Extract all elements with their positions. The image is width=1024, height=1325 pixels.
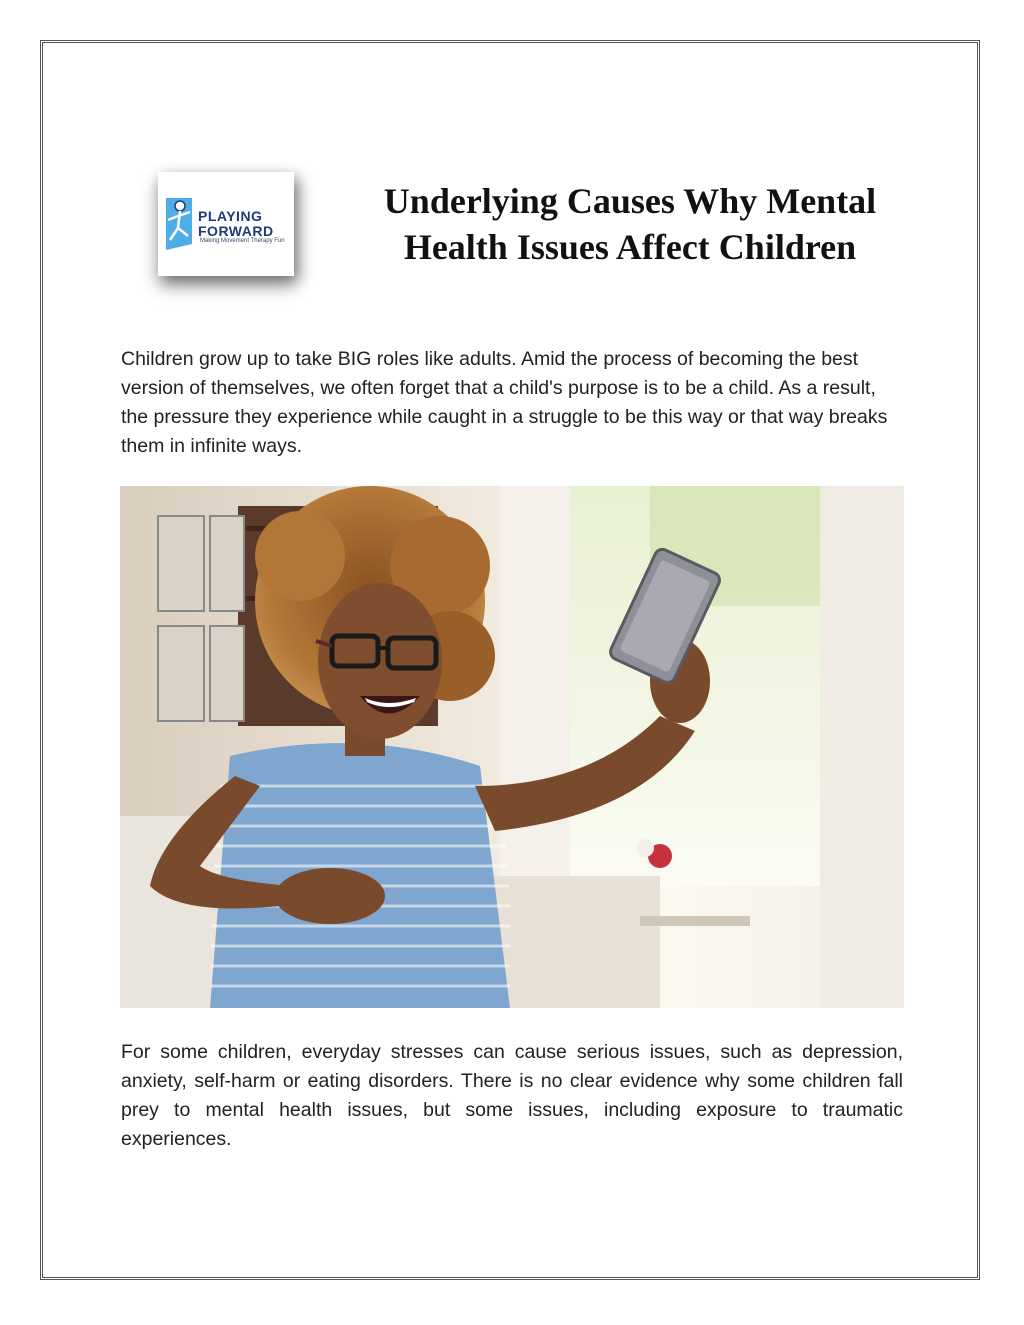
logo-tagline: Making Movement Therapy Fun xyxy=(200,238,285,244)
page-title xyxy=(345,178,915,270)
title-line-2: Health Issues Affect Children xyxy=(403,227,857,267)
intro-paragraph: Children grow up to take BIG roles like adults. Amid the process of becoming the best version of themselves, we often forget that a child's purpose is to be a child. As a result, the pressure they experience while caught in a struggle to be this way or that way breaks them in infinite ways. xyxy=(121,348,888,457)
photo-illustration xyxy=(120,486,904,1008)
playing-forward-logo xyxy=(158,172,294,276)
title-line-1: Underlying Causes Why Mental xyxy=(383,181,877,221)
stick-figure-logo-icon xyxy=(162,196,202,252)
logo-wordmark-line1: PLAYING xyxy=(198,208,263,224)
body-paragraph: For some children, everyday stresses can cause serious issues, such as depression, anxiety, self-harm or eating disorders. There is no clear evidence why some children fall prey to mental health issues, but some issues, including exposure to traumatic experiences. xyxy=(121,1041,903,1150)
logo-wordmark-line2: FORWARD xyxy=(198,223,274,239)
child-selfie-photo xyxy=(120,486,904,1008)
